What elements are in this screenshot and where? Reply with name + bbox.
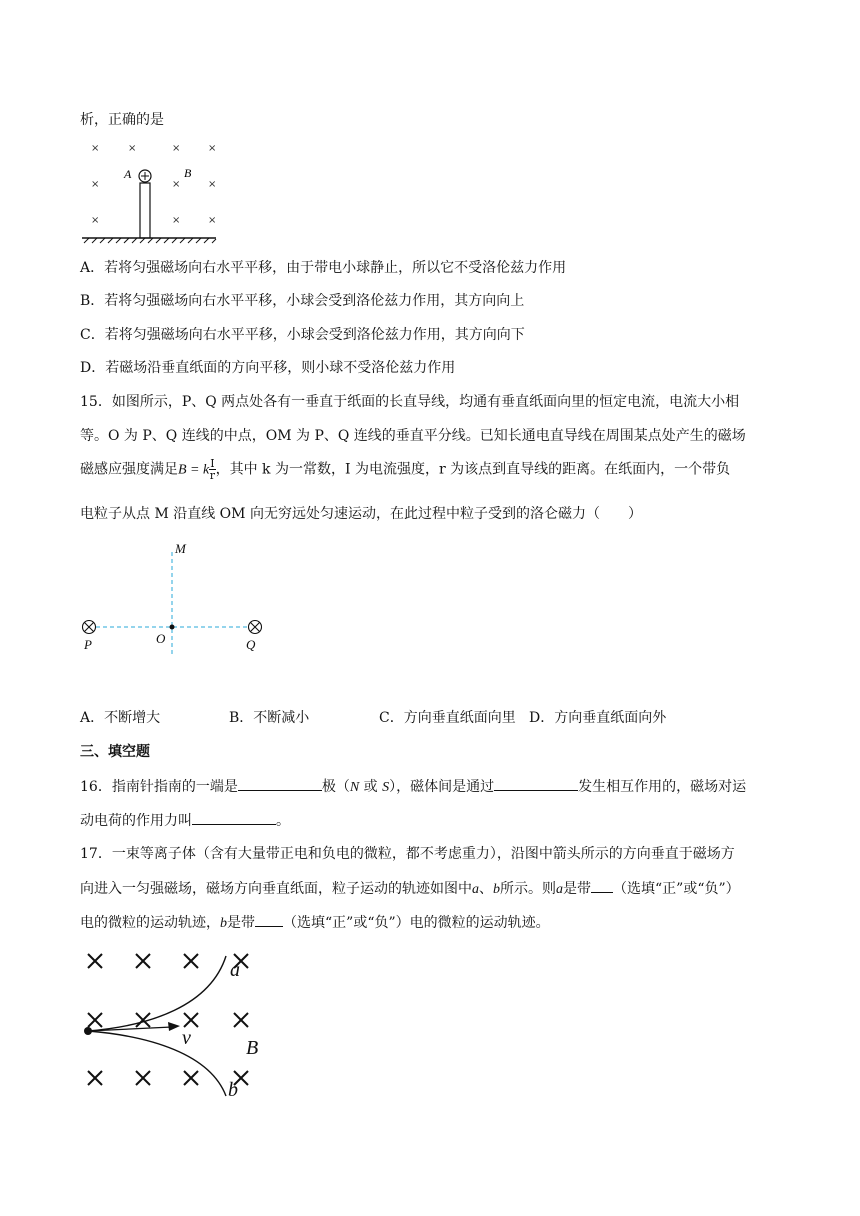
- svg-text:×: ×: [172, 143, 181, 154]
- q15-l3-pre: 磁感应强度满足: [80, 461, 178, 478]
- q15-line-1: 15．如图所示，P、Q 两点处各有一垂直于纸面的长直导线，均通有垂直纸面向里的恒定电流，电流大小相: [80, 394, 740, 410]
- q16-line-1: [80, 776, 746, 798]
- label-M: M: [175, 541, 186, 556]
- q15-option-b: B．不断减小: [229, 710, 310, 726]
- q16-n: N: [349, 780, 360, 795]
- q14-option-b: B．若将匀强磁场向右水平平移，小球会受到洛伦兹力作用，其方向向上: [80, 293, 525, 309]
- label-B: B: [246, 1037, 259, 1059]
- trajectory-a: [88, 956, 226, 1031]
- wire-p-icon: [83, 621, 96, 634]
- velocity-arrow: [88, 1027, 172, 1031]
- formula-lhs: B = k: [178, 462, 210, 478]
- x-mark: [234, 1013, 248, 1027]
- q17-line-1: 17．一束等离子体（含有大量带正电和负电的微粒，都不考虑重力），沿图中箭头所示的方向垂直于磁场方: [80, 846, 735, 862]
- q16-blank-1[interactable]: [238, 776, 322, 791]
- q17-text-f: 是带: [227, 915, 255, 931]
- label-v: v: [182, 1027, 191, 1049]
- q16-blank-2[interactable]: [494, 776, 578, 791]
- label-P: P: [84, 637, 92, 652]
- point-o: [170, 625, 175, 630]
- section-title: 三、填空题: [80, 744, 150, 760]
- q16-text-c: ），磁体间是通过: [389, 779, 495, 795]
- svg-text:×: ×: [91, 143, 100, 154]
- formula-den: r: [209, 469, 216, 482]
- label-A: A: [124, 167, 132, 181]
- label-O: O: [156, 631, 166, 646]
- q17-text-b: 所示。则: [500, 881, 556, 897]
- q15-figure: [80, 538, 280, 658]
- q17-text-a: 向进入一匀强磁场，磁场方向垂直纸面，粒子运动的轨迹如图中: [80, 881, 472, 897]
- svg-text:×: ×: [91, 179, 100, 190]
- x-mark: [88, 954, 102, 968]
- trajectory-b: [88, 1031, 226, 1096]
- q17-blank-1[interactable]: [591, 878, 613, 893]
- q16-s: S: [382, 780, 390, 795]
- x-mark: [184, 1071, 198, 1085]
- q17-var-b2: b: [220, 916, 227, 931]
- label-a: a: [230, 959, 240, 981]
- svg-text:×: ×: [172, 215, 181, 226]
- x-mark: [184, 954, 198, 968]
- label-b: b: [228, 1079, 238, 1101]
- arrow-head-icon: [168, 1022, 180, 1031]
- q15-option-d: D．方向垂直纸面向外: [529, 710, 667, 726]
- q16-or: 或: [359, 779, 383, 795]
- q17-line-2: [80, 878, 740, 900]
- q16-text-d: 发生相互作用的，磁场对运: [578, 779, 747, 795]
- q16-text-a: 16．指南针指南的一端是: [80, 779, 238, 795]
- intro-tail: 析，正确的是: [80, 112, 164, 128]
- q17-text-e: 电的微粒的运动轨迹，: [80, 915, 220, 931]
- label-Q: Q: [246, 637, 256, 652]
- svg-text:×: ×: [208, 143, 217, 154]
- q15-option-a: A．不断增大: [80, 710, 161, 726]
- q17-text-d: （选填“正”或“负”）: [613, 881, 740, 897]
- svg-text:×: ×: [91, 215, 100, 226]
- svg-text:×: ×: [208, 215, 217, 226]
- q17-var-a: a: [472, 882, 479, 897]
- svg-text:×: ×: [128, 143, 137, 154]
- q17-line-3: [80, 912, 550, 934]
- x-mark: [136, 1071, 150, 1085]
- q17-var-b: b: [493, 882, 500, 897]
- q16-text-f: 。: [276, 813, 290, 829]
- q17-text-c: 是带: [563, 881, 591, 897]
- q14-option-a: A．若将匀强磁场向右水平平移，由于带电小球静止，所以它不受洛伦兹力作用: [80, 260, 567, 276]
- label-B: B: [184, 166, 192, 180]
- insulating-rod: [140, 183, 150, 238]
- x-mark: [184, 1013, 198, 1027]
- q15-option-c: C．方向垂直纸面向里: [379, 710, 516, 726]
- q17-blank-2[interactable]: [255, 912, 283, 927]
- q16-text-e: 动电荷的作用力叫: [80, 813, 192, 829]
- q15-line-3: [80, 458, 730, 481]
- q14-figure: [80, 140, 220, 245]
- x-mark: [136, 954, 150, 968]
- q15-line-4: 电粒子从点 M 沿直线 OM 向无穷远处匀速运动，在此过程中粒子受到的洛仑磁力（ ）: [80, 506, 642, 522]
- q15-l3-post: ，其中 k 为一常数，I 为电流强度，r 为该点到直导线的距离。在纸面内，一个带负: [215, 461, 731, 478]
- formula-num: I: [210, 457, 215, 470]
- q16-line-2: [80, 810, 290, 831]
- q17-figure: [80, 946, 280, 1101]
- wire-q-icon: [249, 621, 262, 634]
- q16-blank-3[interactable]: [192, 810, 276, 825]
- q14-option-d: D．若磁场沿垂直纸面的方向平移，则小球不受洛伦兹力作用: [80, 360, 456, 376]
- svg-text:×: ×: [208, 179, 217, 190]
- x-mark: [88, 1071, 102, 1085]
- q16-text-b: 极（: [321, 779, 350, 795]
- q17-var-a2: a: [556, 882, 563, 897]
- x-mark: [88, 1013, 102, 1027]
- q17-text-g: （选填“正”或“负”）电的微粒的运动轨迹。: [283, 915, 550, 931]
- q15-line-2: 等。O 为 P、Q 连线的中点，OM 为 P、Q 连线的垂直平分线。已知长通电直导线在周围某点处产生的磁场: [80, 428, 746, 444]
- entry-point: [84, 1027, 92, 1035]
- q17-sep: 、: [479, 881, 493, 897]
- q14-option-c: C．若将匀强磁场向右水平平移，小球会受到洛伦兹力作用，其方向向下: [80, 327, 525, 343]
- svg-text:×: ×: [172, 179, 181, 190]
